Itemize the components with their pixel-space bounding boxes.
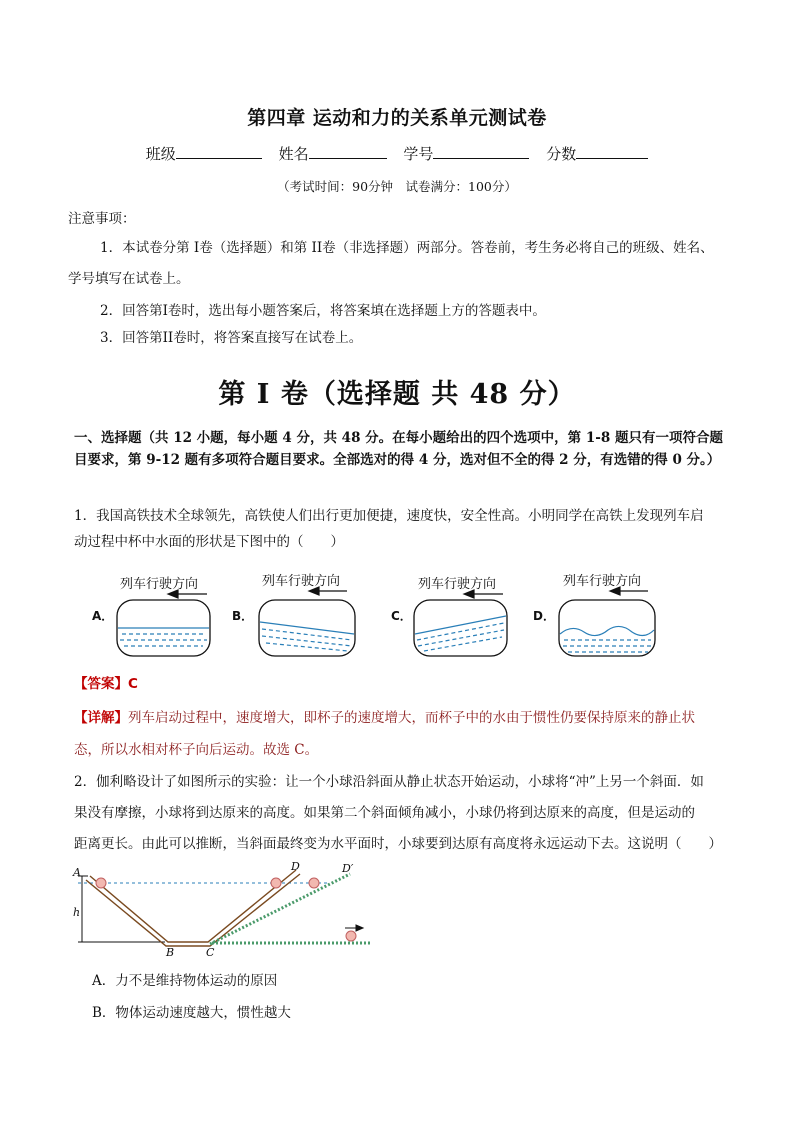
ball xyxy=(309,878,319,888)
note-item: 学号填写在试卷上。 xyxy=(68,271,190,287)
question-line: 动过程中杯中水面的形状是下图中的（ ） xyxy=(74,534,344,550)
part-title: 第 I 卷（选择题 共 48 分） xyxy=(218,379,576,410)
point-label-b: B xyxy=(166,946,175,959)
question-line: 2．伽利略设计了如图所示的实验：让一个小球沿斜面从静止状态开始运动，小球将“冲”上另一个斜面．如 xyxy=(74,774,704,790)
direction-label: 列车行驶方向 xyxy=(563,574,642,589)
question-line: 距离更长。由此可以推断，当斜面最终变为水平面时，小球要到达原有高度将永远运动下去。这说明（ ） xyxy=(74,836,722,852)
notes-heading: 注意事项： xyxy=(68,211,136,227)
class-label: 班级 xyxy=(145,145,176,163)
option-b-label: B． xyxy=(232,609,254,623)
score-label: 分数 xyxy=(546,145,577,163)
detail-text: 态，所以水相对杯子向后运动。故选 C。 xyxy=(74,742,319,758)
question-line: 1．我国高铁技术全球领先，高铁使人们出行更加便捷，速度快，安全性高。小明同学在高铁上发现列车启 xyxy=(74,508,704,524)
detail-text: 列车启动过程中，速度增大，即杯子的速度增大，而杯子中的水由于惯性仍要保持原来的静止状 xyxy=(128,710,695,726)
exam-info: （考试时间：90分钟 试卷满分：100分） xyxy=(277,179,517,194)
ball xyxy=(271,878,281,888)
point-label-a: A xyxy=(73,866,81,879)
section-line: 一、选择题（共 12 小题，每小题 4 分，共 48 分。在每小题给出的四个选项中，第 1-8 题只有一项符合题 xyxy=(74,430,723,446)
direction-label: 列车行驶方向 xyxy=(262,574,341,589)
v-track xyxy=(86,870,300,946)
direction-label: 列车行驶方向 xyxy=(418,577,497,592)
note-item: 1．本试卷分第 I卷（选择题）和第 II卷（非选择题）两部分。答卷前，考生务必将自己的班级、姓名、 xyxy=(100,240,714,256)
balls xyxy=(96,878,356,941)
ball xyxy=(346,931,356,941)
q2-option-b: B．物体运动速度越大，惯性越大 xyxy=(92,1005,291,1021)
detail-label: 【详解】 xyxy=(74,710,128,726)
name-label: 姓名 xyxy=(278,145,309,163)
note-item: 2．回答第I卷时，选出每小题答案后，将答案填在选择题上方的答题表中。 xyxy=(100,303,546,319)
page-title: 第四章 运动和力的关系单元测试卷 xyxy=(247,107,547,129)
student-id-label: 学号 xyxy=(403,145,434,163)
point-label-d-prime: D′ xyxy=(342,862,354,875)
motion-arrow-icon xyxy=(345,925,363,931)
point-label-c: C xyxy=(206,946,215,959)
option-a-label: A． xyxy=(92,609,114,623)
height-label: h xyxy=(73,906,81,919)
point-label-d: D xyxy=(291,860,300,873)
q2-option-a: A．力不是维持物体运动的原因 xyxy=(92,973,278,989)
direction-label: 列车行驶方向 xyxy=(120,577,199,592)
section-line: 目要求，第 9-12 题有多项符合题目要求。全部选对的得 4 分，选对但不全的得 2 分，有选错的得 0 分。） xyxy=(74,452,721,468)
ball xyxy=(96,878,106,888)
answer-value: C xyxy=(128,676,138,692)
option-c-label: C． xyxy=(391,609,412,623)
note-item: 3．回答第II卷时，将答案直接写在试卷上。 xyxy=(100,330,363,346)
question-line: 果没有摩擦，小球将到达原来的高度。如果第二个斜面倾角减小，小球仍将到达原来的高度，但是运动的 xyxy=(74,805,695,821)
answer-label: 【答案】 xyxy=(74,676,128,692)
option-d-label: D． xyxy=(533,609,555,623)
